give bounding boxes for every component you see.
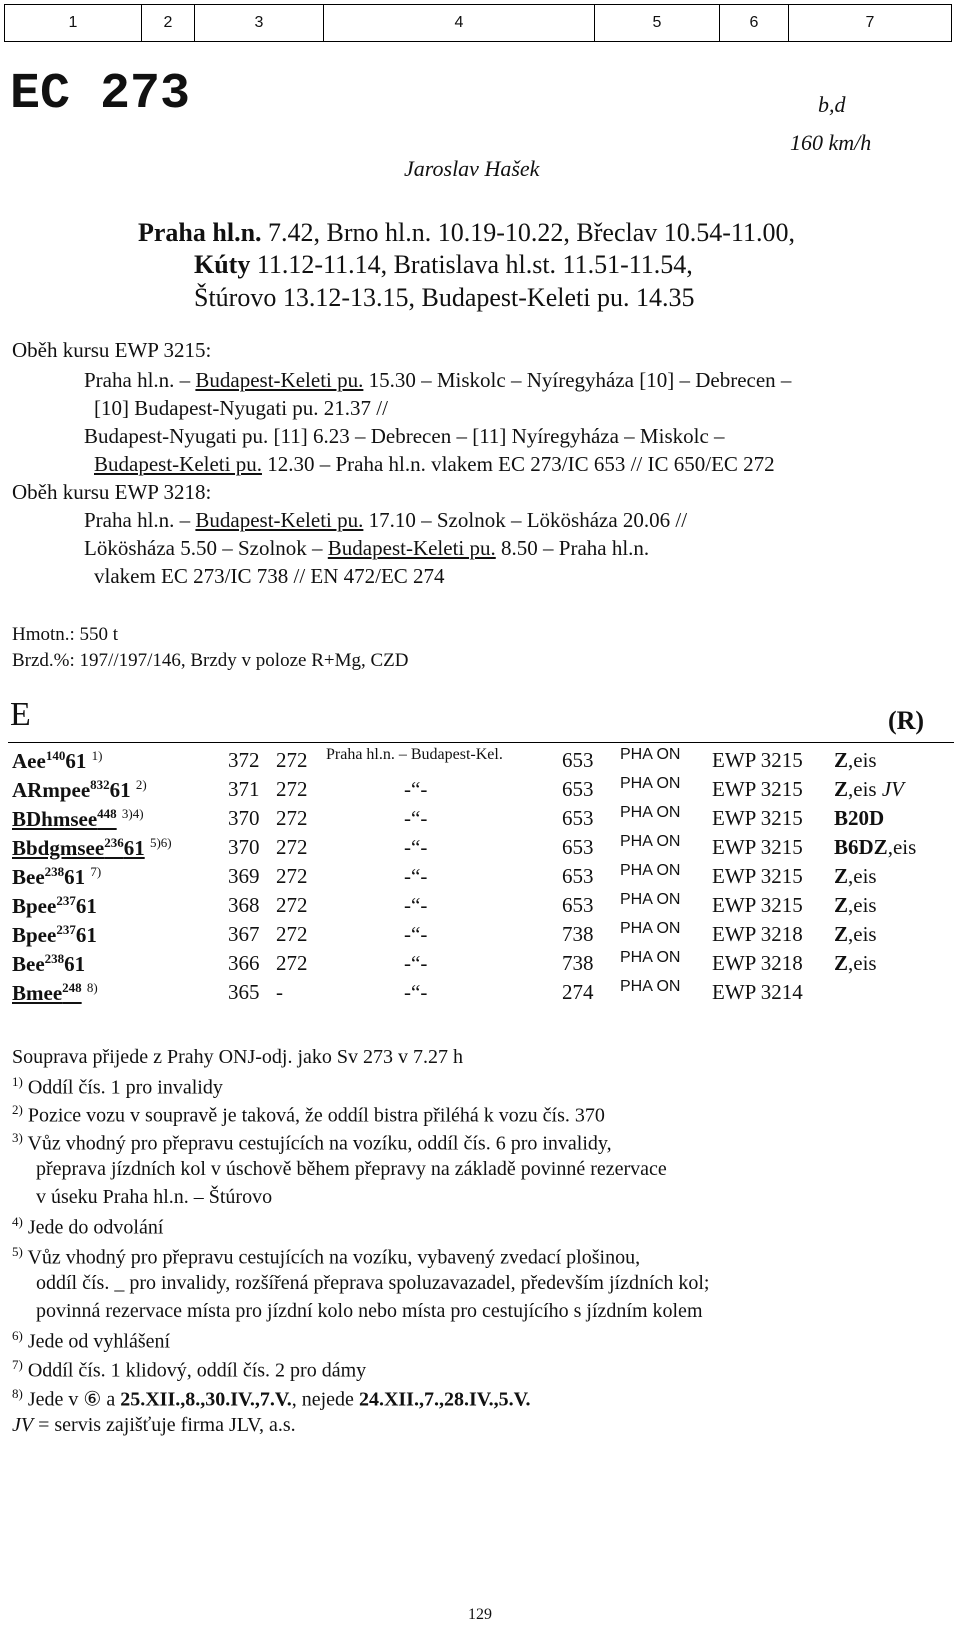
footnote-marker: 4) [12, 1214, 23, 1229]
vehicle-equipment [834, 893, 877, 918]
footnote-marker: 2) [12, 1102, 23, 1117]
ewp-3215-line-3: Budapest-Nyugati pu. [11] 6.23 – Debrecen – [11] Nyíregyháza – Miskolc – [84, 424, 725, 448]
vehicle-class: ARmpee [12, 778, 91, 802]
vehicle-series: 448 [97, 806, 117, 821]
footnote-text: Vůz vhodný pro přepravu cestujících na vozíku, oddíl čís. 6 pro invalidy, [27, 1132, 612, 1155]
vehicle-row [0, 864, 960, 894]
connecting-train: 653 [562, 748, 594, 772]
connecting-train: 653 [562, 864, 594, 888]
route-station: Kúty [194, 250, 251, 279]
return-train: 272 [276, 806, 308, 830]
vehicle-row [0, 748, 960, 778]
footnote-7 [12, 1357, 366, 1383]
vehicle-code: 61 [123, 836, 145, 860]
return-train: 272 [276, 922, 308, 946]
route-station: Praha hl.n. [138, 218, 262, 247]
vehicle-code: 61 [109, 778, 131, 802]
underlined-station: Budapest-Keleti pu. [195, 368, 364, 392]
train-speed: 160 km/h [790, 130, 872, 155]
footnote-marker: 1) [12, 1074, 23, 1089]
no-run-dates: 24.XII.,7.,28.IV.,5.V. [358, 1388, 531, 1411]
service-provider: JV [881, 777, 904, 801]
footnote-marker: 5) [12, 1244, 23, 1259]
vehicle-type [12, 864, 101, 890]
vehicle-series: 238 [44, 951, 65, 966]
footnote-8 [12, 1386, 530, 1412]
equipment-suffix: ,eis [848, 951, 877, 975]
vehicle-row [0, 806, 960, 836]
footnote-text: Oddíl čís. 1 klidový, oddíl čís. 2 pro dámy [27, 1359, 367, 1382]
text: Praha hl.n. – [84, 508, 196, 532]
vehicle-class: Bpee [12, 923, 57, 947]
footnote-text: , nejede [291, 1388, 359, 1411]
footnote-text: = servis zajišťuje firma JLV, a.s. [33, 1414, 296, 1436]
vehicle-code: 61 [64, 865, 86, 889]
equipment-code: Z [834, 864, 849, 888]
text: 15.30 – Miskolc – Nyíregyháza [10] – Debrecen – [363, 368, 792, 392]
footnote-2 [12, 1102, 605, 1128]
ewp-course: EWP 3215 [712, 777, 803, 801]
vehicle-type [12, 980, 98, 1006]
ewp-course: EWP 3214 [712, 980, 803, 1004]
footnote-5 [12, 1244, 640, 1270]
vehicle-note-marker: 3)4) [121, 806, 144, 821]
arrival-note: Souprava přijede z Prahy ONJ-odj. jako Sv 273 v 7.27 h [12, 1046, 464, 1068]
footnote-text: Jede od vyhlášení [27, 1330, 171, 1353]
vehicle-equipment [834, 951, 877, 976]
footnote-text: Jede v [27, 1388, 84, 1411]
operator: PHA ON [620, 775, 681, 792]
vehicle-class: Aee [12, 749, 46, 773]
column-number: 1 [68, 14, 78, 31]
equipment-code: B6DZ [834, 835, 888, 859]
equipment-suffix: ,eis [848, 864, 877, 888]
return-train: 272 [276, 893, 308, 917]
footnote-5-cont: povinná rezervace místa pro jízdní kolo nebo místa pro cestujícího s jízdním kolem [36, 1300, 703, 1322]
vehicle-series: 832 [90, 777, 110, 792]
connecting-train: 653 [562, 835, 594, 859]
equipment-code: B20D [834, 806, 885, 830]
vehicle-type [12, 748, 102, 774]
vehicle-type [12, 835, 172, 861]
vehicle-route: -“- [404, 951, 428, 975]
footnote-4 [12, 1214, 163, 1240]
return-train: 272 [276, 864, 308, 888]
train-name: Jaroslav Hašek [404, 156, 540, 181]
operator: PHA ON [620, 920, 681, 937]
vehicle-class: Bee [12, 865, 45, 889]
ewp-course: EWP 3215 [712, 835, 803, 859]
vehicle-note-marker: 5)6) [149, 835, 172, 850]
train-weight: Hmotn.: 550 t [12, 624, 119, 645]
vehicle-order: 368 [228, 893, 260, 917]
footnote-6 [12, 1328, 170, 1354]
connecting-train: 653 [562, 777, 594, 801]
vehicle-type [12, 893, 97, 919]
underlined-station: Budapest-Keleti pu. [195, 508, 364, 532]
equipment-suffix: ,eis [848, 748, 877, 772]
column-number: 4 [324, 5, 595, 42]
vehicle-equipment [834, 835, 916, 860]
vehicle-row [0, 893, 960, 923]
return-train: 272 [276, 777, 308, 801]
jv-label: JV [12, 1414, 34, 1436]
route-line-2 [194, 250, 693, 280]
vehicle-series: 237 [56, 893, 76, 908]
footnote-text: Oddíl čís. 1 pro invalidy [27, 1076, 223, 1099]
column-number: 7 [789, 5, 952, 42]
vehicle-row [0, 951, 960, 981]
ewp-3218-line-1 [84, 508, 687, 533]
vehicle-note-marker: 7) [90, 864, 102, 879]
jv-note [12, 1414, 296, 1437]
vehicle-class: Bbdgmsee [12, 836, 105, 860]
footnote-text: a [101, 1388, 121, 1411]
vehicle-series: 238 [44, 864, 65, 879]
ewp-course: EWP 3215 [712, 893, 803, 917]
route-line-1 [138, 218, 795, 248]
vehicle-code: 61 [75, 923, 97, 947]
footnote-marker: 7) [12, 1357, 23, 1372]
operator: PHA ON [620, 746, 681, 763]
column-number: 2 [142, 5, 195, 42]
vehicle-route: -“- [404, 835, 428, 859]
footnote-marker: 6) [12, 1328, 23, 1343]
vehicle-route: -“- [404, 893, 428, 917]
vehicle-type [12, 806, 144, 832]
vehicle-order: 365 [228, 980, 260, 1004]
text: 17.10 – Szolnok – Lökösháza 20.06 // [363, 508, 688, 532]
text: 8.50 – Praha hl.n. [495, 536, 650, 560]
vehicle-row [0, 835, 960, 865]
ewp-course: EWP 3218 [712, 951, 803, 975]
ewp-course: EWP 3215 [712, 864, 803, 888]
vehicle-order: 370 [228, 835, 260, 859]
footnote-3-cont: v úseku Praha hl.n. – Štúrovo [36, 1186, 273, 1208]
return-train: 272 [276, 748, 308, 772]
equipment-suffix: ,eis [887, 835, 917, 859]
footnote-1 [12, 1074, 223, 1100]
ewp-3218-line-2 [84, 536, 649, 561]
ewp-course: EWP 3215 [712, 806, 803, 830]
brake-info: Brzd.%: 197//197/146, Brzdy v poloze R+Mg, CZD [12, 650, 409, 671]
equipment-code: Z [834, 748, 849, 772]
footnote-3-cont: přeprava jízdních kol v úschově během přepravy na základě povinné rezervace [36, 1158, 667, 1180]
vehicle-class: Bmee [12, 981, 63, 1005]
connecting-train: 738 [562, 922, 594, 946]
section-rule [8, 742, 954, 743]
footnote-text: Jede do odvolání [27, 1216, 164, 1239]
equipment-suffix: ,eis [848, 777, 882, 801]
train-number: EC 273 [10, 66, 191, 123]
vehicle-route: -“- [404, 806, 428, 830]
equipment-suffix: ,eis [848, 893, 877, 917]
vehicle-order: 372 [228, 748, 260, 772]
return-train: 272 [276, 951, 308, 975]
equipment-suffix: ,eis [848, 922, 877, 946]
vehicle-order: 367 [228, 922, 260, 946]
operator: PHA ON [620, 862, 681, 879]
vehicle-note-marker: 2) [135, 777, 147, 792]
vehicle-note-marker: 1) [91, 748, 103, 763]
route-times: Štúrovo 13.12-13.15, Budapest-Keleti pu. 14.35 [194, 283, 695, 312]
vehicle-type [12, 922, 97, 948]
connecting-train: 738 [562, 951, 594, 975]
equipment-code: Z [834, 893, 849, 917]
ewp-course: EWP 3218 [712, 922, 803, 946]
vehicle-equipment [834, 777, 904, 802]
vehicle-series: 237 [56, 922, 76, 937]
footnote-5-cont: oddíl čís. _ pro invalidy, rozšířená přeprava spoluzavazadel, především jízdních kol; [36, 1272, 710, 1294]
ewp-3218-line-3: vlakem EC 273/IC 738 // EN 472/EC 274 [94, 564, 445, 588]
footnote-3 [12, 1130, 612, 1156]
equipment-code: Z [834, 951, 849, 975]
ewp-3215-line-4 [94, 452, 775, 477]
operator: PHA ON [620, 804, 681, 821]
vehicle-code: 61 [64, 952, 86, 976]
page-number: 129 [468, 1606, 492, 1623]
section-letter: E [10, 696, 31, 733]
vehicle-equipment [834, 864, 877, 889]
vehicle-equipment [834, 806, 884, 831]
return-train: - [276, 980, 283, 1004]
vehicle-row [0, 980, 960, 1010]
route-line-3 [194, 283, 694, 313]
connecting-train: 274 [562, 980, 594, 1004]
ewp-course: EWP 3215 [712, 748, 803, 772]
operator: PHA ON [620, 891, 681, 908]
operator: PHA ON [620, 949, 681, 966]
equipment-code: Z [834, 777, 849, 801]
vehicle-code: 61 [75, 894, 97, 918]
ewp-3215-title: Oběh kursu EWP 3215: [12, 338, 212, 362]
vehicle-series: 248 [62, 980, 82, 995]
vehicle-order: 371 [228, 777, 260, 801]
vehicle-equipment [834, 748, 877, 773]
text: 12.30 – Praha hl.n. vlakem EC 273/IC 653 // IC 650/EC 272 [261, 452, 775, 476]
vehicle-route: -“- [404, 980, 428, 1004]
text: Praha hl.n. – [84, 368, 196, 392]
equipment-code: Z [834, 922, 849, 946]
vehicle-route: Praha hl.n. – Budapest-Kel. [326, 746, 503, 763]
vehicle-class: Bpee [12, 894, 57, 918]
vehicle-series: 236 [104, 835, 124, 850]
vehicle-order: 370 [228, 806, 260, 830]
run-dates: 25.XII.,8.,30.IV.,7.V. [120, 1388, 292, 1411]
operator: PHA ON [620, 978, 681, 995]
connecting-train: 653 [562, 806, 594, 830]
vehicle-class: BDhmsee [12, 807, 98, 831]
column-number: 5 [595, 5, 720, 42]
vehicle-route: -“- [404, 864, 428, 888]
route-times: 11.12-11.14, Bratislava hl.st. 11.51-11.54, [250, 250, 693, 279]
vehicle-equipment [834, 922, 877, 947]
underlined-station: Budapest-Keleti pu. [327, 536, 496, 560]
ewp-3218-title: Oběh kursu EWP 3218: [12, 480, 212, 504]
underlined-station: Budapest-Keleti pu. [94, 452, 262, 476]
vehicle-route: -“- [404, 777, 428, 801]
vehicle-row [0, 777, 960, 807]
vehicle-type [12, 777, 147, 803]
vehicle-code: 61 [65, 749, 87, 773]
vehicle-note-marker: 8) [86, 980, 98, 995]
day-symbol-icon: ⑥ [83, 1388, 102, 1411]
vehicle-series: 140 [45, 748, 66, 763]
footnote-marker: 3) [12, 1130, 23, 1145]
ewp-3215-line-2: [10] Budapest-Nyugati pu. 21.37 // [94, 396, 388, 420]
train-categories: b,d [818, 92, 846, 117]
vehicle-row [0, 922, 960, 952]
column-number: 6 [720, 5, 789, 42]
column-number: 3 [195, 5, 324, 42]
vehicle-route: -“- [404, 922, 428, 946]
operator: PHA ON [620, 833, 681, 850]
vehicle-class: Bee [12, 952, 45, 976]
vehicle-order: 366 [228, 951, 260, 975]
vehicle-type [12, 951, 85, 977]
ewp-3215-line-1 [84, 368, 791, 393]
footnote-marker: 8) [12, 1386, 23, 1401]
return-train: 272 [276, 835, 308, 859]
footnote-text: Vůz vhodný pro přepravu cestujících na vozíku, vybavený zvedací plošinou, [27, 1246, 641, 1269]
connecting-train: 653 [562, 893, 594, 917]
vehicle-order: 369 [228, 864, 260, 888]
route-times: 7.42, Brno hl.n. 10.19-10.22, Břeclav 10.54-11.00, [261, 218, 795, 247]
footnote-text: Pozice vozu v soupravě je taková, že oddíl bistra přiléhá k vozu čís. 370 [27, 1104, 605, 1127]
column-number-header [4, 4, 952, 42]
section-mark: (R) [888, 706, 925, 735]
text: Lökösháza 5.50 – Szolnok – [84, 536, 328, 560]
